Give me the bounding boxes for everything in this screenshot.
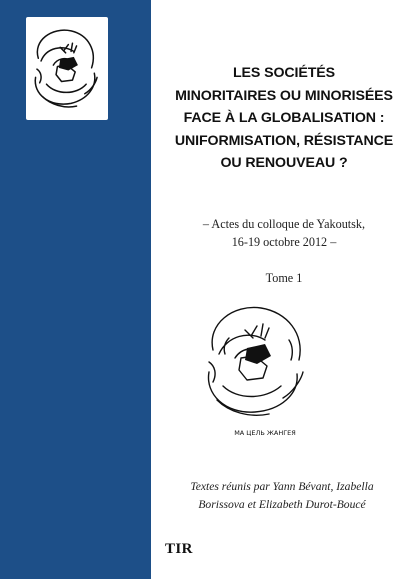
- title-line-4: UNIFORMISATION, RÉSISTANCE: [174, 132, 394, 149]
- cover-thumbnail-illustration: [26, 17, 108, 120]
- editors-line-1: Textes réunis par Yann Bévant, Izabella: [190, 480, 374, 493]
- subtitle-line-1: – Actes du colloque de Yakoutsk,: [202, 217, 366, 231]
- title-line-5: OU RENOUVEAU ?: [220, 155, 348, 171]
- hands-drawing-small: [26, 17, 108, 120]
- hands-drawing-large: [199, 296, 320, 453]
- editors-credit: [164, 478, 400, 514]
- volume-label: Tome 1: [265, 271, 303, 285]
- title-line-3: FACE À LA GLOBALISATION :: [183, 110, 385, 126]
- editors-line-2: Borissova et Elizabeth Durot-Boucé: [198, 498, 366, 511]
- title-line-2: MINORITAIRES OU MINORISÉES: [175, 87, 393, 104]
- subtitle-line-2: 16-19 octobre 2012 –: [231, 235, 337, 249]
- cover-main-illustration: [199, 296, 320, 453]
- title-line-1: LES SOCIÉTÉS: [232, 65, 336, 81]
- book-title: [168, 62, 400, 175]
- illustration-signature: МА ЦЕЛЬ ЖАНГЕЯ: [234, 429, 296, 437]
- conference-subtitle: [168, 215, 400, 251]
- publisher-logo: TIR: [165, 541, 193, 557]
